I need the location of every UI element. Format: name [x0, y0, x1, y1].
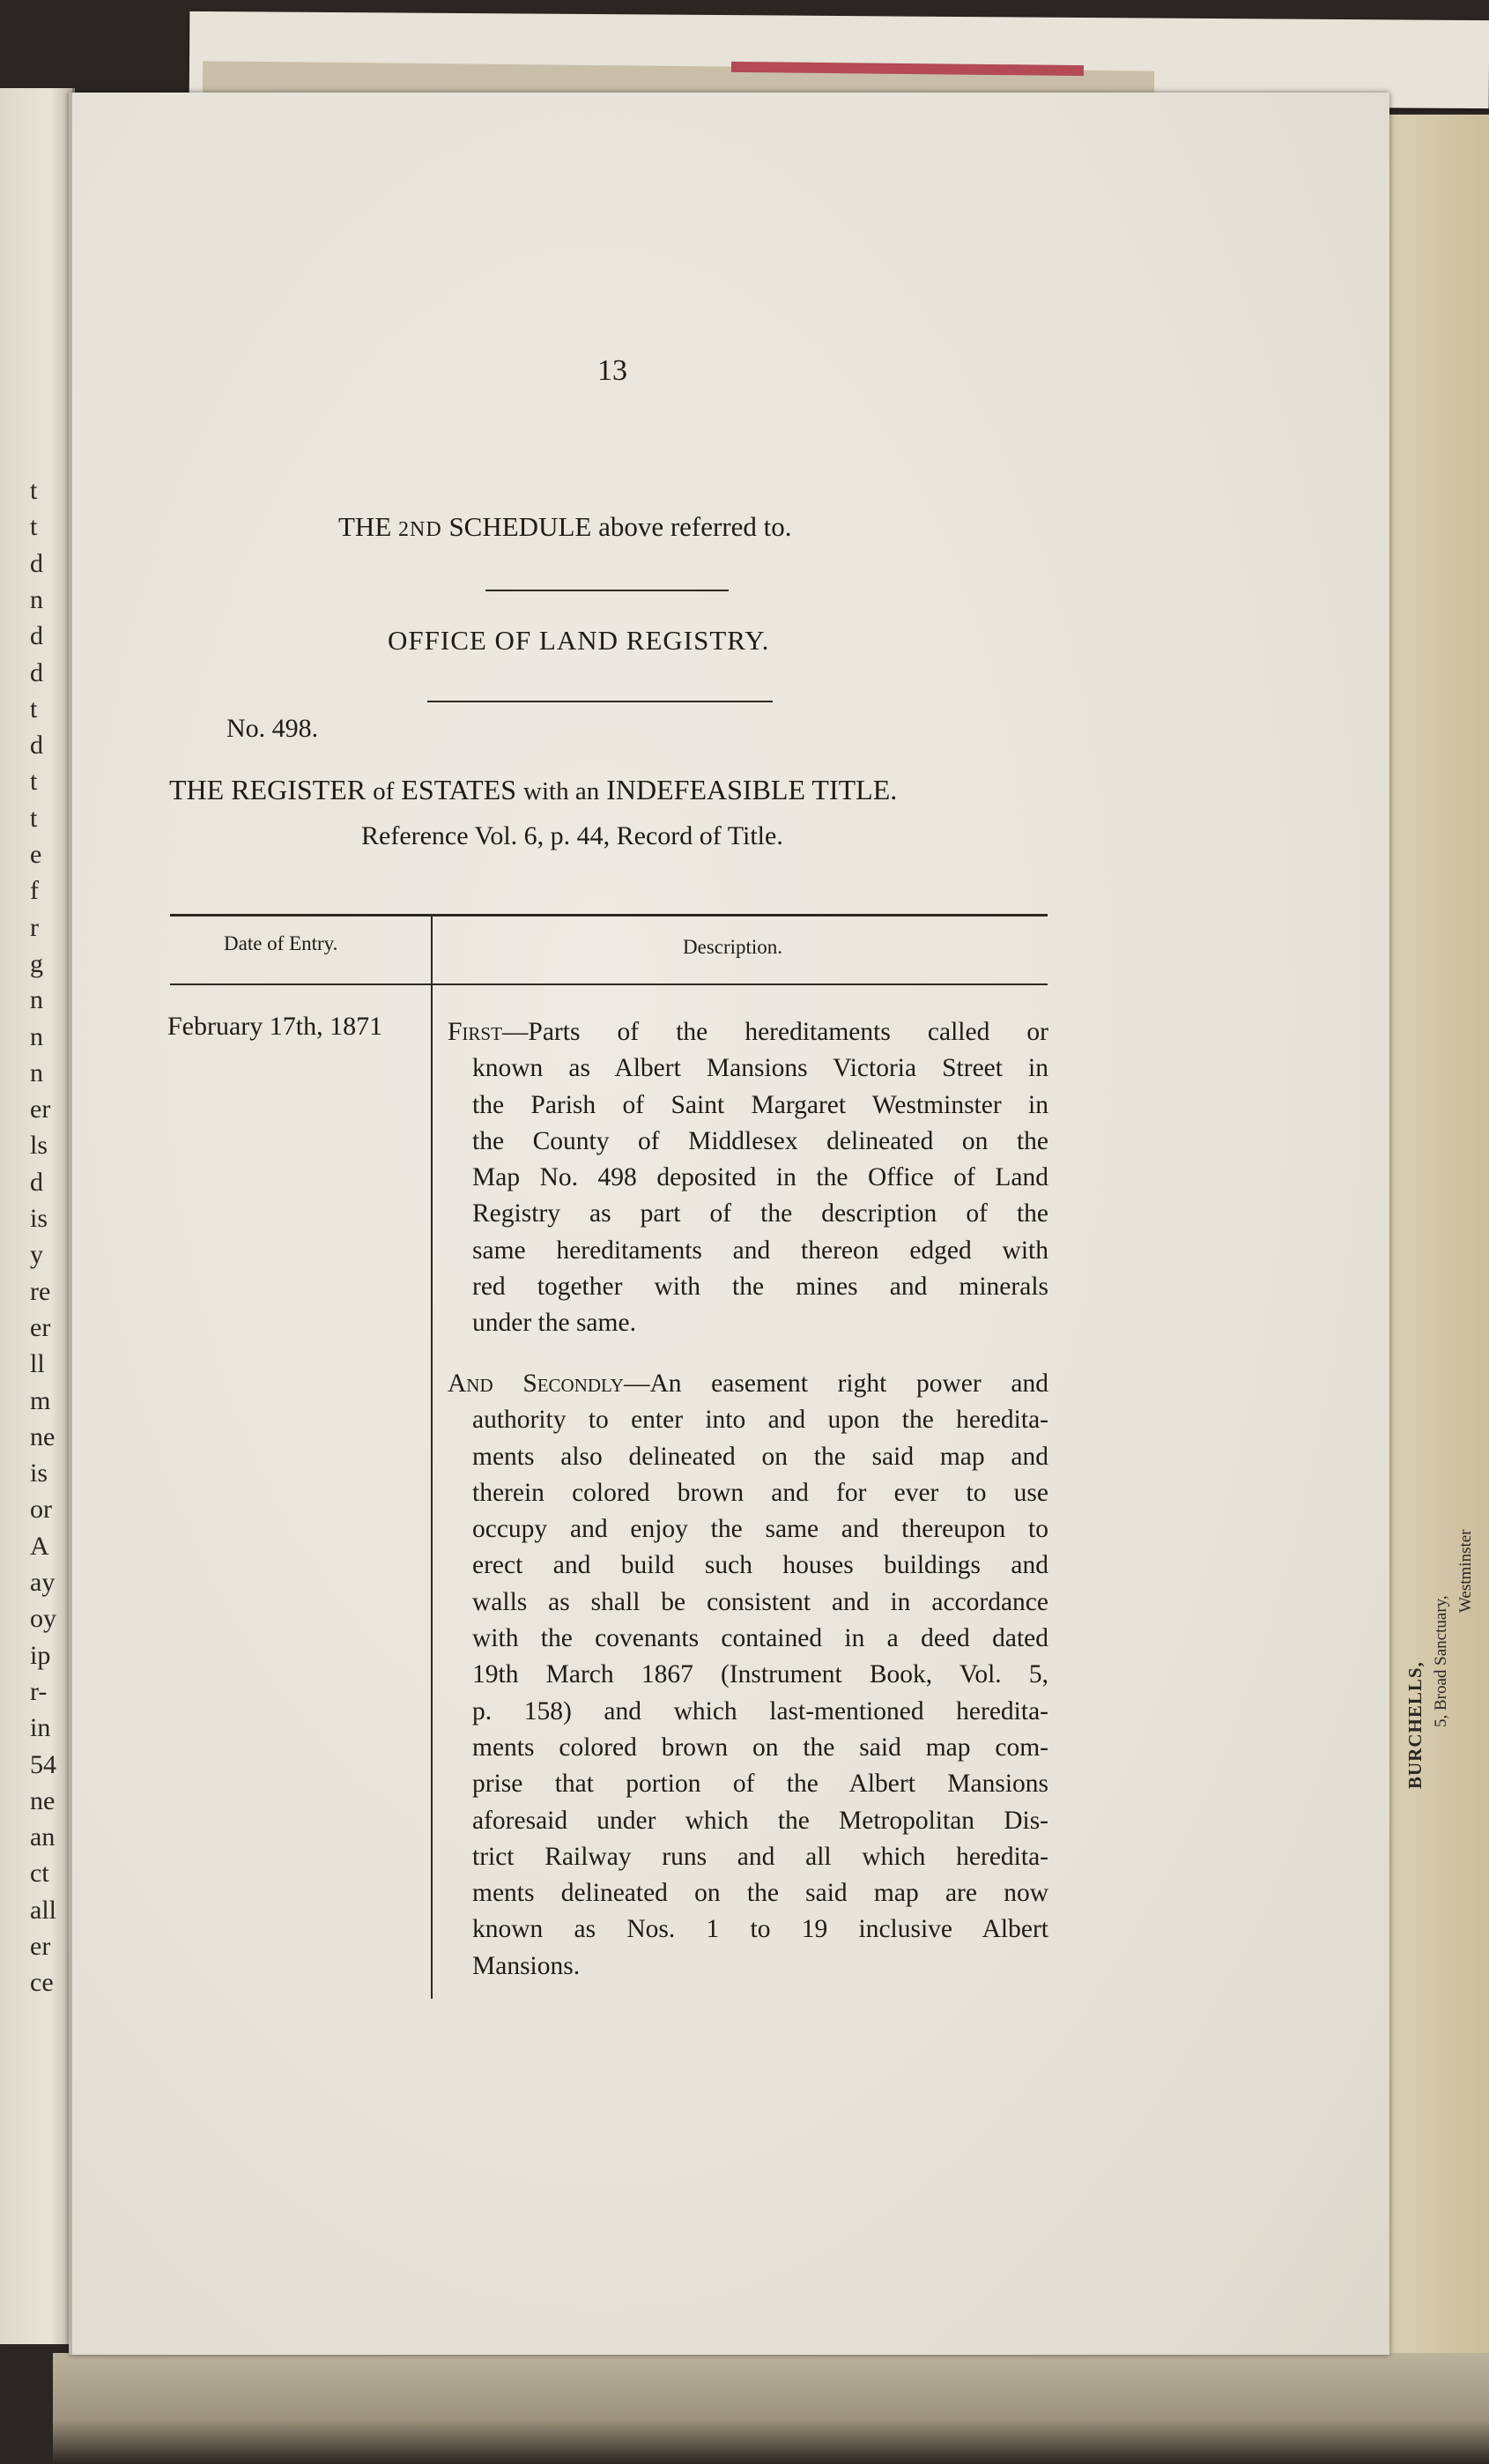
left-page-fragment: n	[30, 985, 43, 1015]
second-paragraph-line	[448, 1803, 1048, 1839]
schedule-ordinal: 2ND	[398, 518, 442, 541]
second-paragraph-line	[448, 1511, 1048, 1547]
left-page-fragment: is	[30, 1204, 48, 1233]
divider-short	[485, 590, 729, 591]
second-paragraph-line-text: aforesaid under which the Metropolitan Dis-	[472, 1806, 1048, 1835]
first-paragraph-line-text: red together with the mines and minerals	[472, 1273, 1048, 1302]
left-page-fragment: t	[30, 803, 38, 833]
left-page-fragment: r-	[30, 1676, 48, 1706]
register-title-part4: with an	[523, 777, 600, 805]
second-paragraph-line	[448, 1948, 1048, 1985]
left-page-fragment: er	[30, 1312, 51, 1342]
left-page-fragment: er	[30, 1095, 51, 1124]
first-paragraph-line-text: the County of Middlesex delineated on the	[472, 1126, 1048, 1155]
left-page-fragment: r	[30, 912, 39, 942]
left-page-fragment: 54	[30, 1749, 56, 1779]
second-paragraph-line-text: prise that portion of the Albert Mansions	[472, 1770, 1048, 1799]
second-paragraph-line	[448, 1621, 1048, 1657]
second-paragraph-lead-word: And Secondly	[448, 1369, 624, 1398]
description-second-paragraph	[448, 1366, 1048, 1985]
left-page-fragment: t	[30, 512, 38, 542]
left-page-fragment: in	[30, 1713, 51, 1743]
second-paragraph-line	[448, 1730, 1048, 1766]
first-paragraph-line-text: Registry as part of the description of the	[472, 1199, 1048, 1228]
left-page-fragment: d	[30, 657, 43, 687]
left-page-fragment: y	[30, 1240, 43, 1270]
second-paragraph-line-text: —An easement right power and	[623, 1369, 1048, 1398]
left-page-fragment: ct	[30, 1859, 49, 1889]
second-paragraph-line-text: p. 158) and which last-mentioned heredita-	[472, 1696, 1048, 1726]
first-paragraph-line	[448, 1269, 1048, 1305]
left-page-fragment: ne	[30, 1421, 56, 1451]
register-title-part2: of	[373, 777, 395, 805]
second-paragraph-line-text: known as Nos. 1 to 19 inclusive Albert	[472, 1915, 1048, 1944]
spine-city: Westminster	[1456, 1529, 1475, 1613]
second-paragraph-line-text: ments also delineated on the said map and	[472, 1442, 1048, 1471]
left-page-fragment: t	[30, 694, 38, 724]
schedule-prefix: THE	[338, 511, 392, 542]
spine-name: BURCHELLS,	[1404, 1661, 1426, 1789]
second-paragraph-line	[448, 1366, 1048, 1402]
second-paragraph-line-text: 19th March 1867 (Instrument Book, Vol. 5,	[472, 1660, 1048, 1689]
first-paragraph-line-text: same hereditaments and thereon edged with	[472, 1236, 1048, 1265]
left-page-fragment: n	[30, 1021, 43, 1051]
left-page-fragment: ay	[30, 1568, 56, 1597]
left-page-fragment: ll	[30, 1349, 45, 1379]
left-page-fragment: all	[30, 1895, 56, 1925]
spine-label	[1385, 1375, 1489, 1798]
first-paragraph-line-text: —Parts of the hereditaments called or	[501, 1018, 1048, 1046]
second-paragraph-line	[448, 1694, 1048, 1730]
first-paragraph-line-text: the Parish of Saint Margaret Westminster in	[472, 1090, 1048, 1119]
left-page-text-edge	[18, 476, 70, 2062]
second-paragraph-line-text: walls as shall be consistent and in accordance	[472, 1587, 1048, 1616]
reference-line: Reference Vol. 6, p. 44, Record of Title.	[361, 821, 783, 850]
first-paragraph-line-text: under the same.	[472, 1309, 636, 1338]
second-paragraph-line-text: with the covenants contained in a deed dated	[472, 1624, 1048, 1653]
schedule-main: SCHEDULE	[448, 511, 592, 542]
first-paragraph-line	[448, 1305, 1048, 1341]
first-paragraph-line	[448, 1050, 1048, 1087]
second-paragraph-line	[448, 1475, 1048, 1511]
left-page-fragment: n	[30, 584, 43, 614]
left-page-fragment: t	[30, 476, 38, 505]
left-page-fragment: er	[30, 1932, 51, 1961]
left-page-fragment: d	[30, 1167, 43, 1197]
second-paragraph-line-text: ments colored brown on the said map com-	[472, 1733, 1048, 1762]
second-paragraph-line-text: occupy and enjoy the same and thereupon to	[472, 1515, 1048, 1544]
second-paragraph-line	[448, 1839, 1048, 1875]
left-page-fragment: oy	[30, 1604, 56, 1634]
table-top-rule	[170, 914, 1048, 917]
left-page-fragment: g	[30, 948, 43, 978]
second-paragraph-line	[448, 1547, 1048, 1584]
table-column-rule	[431, 917, 433, 1999]
left-page-fragment: ne	[30, 1785, 56, 1815]
left-page-fragment: an	[30, 1822, 56, 1852]
register-title-part1: THE REGISTER	[169, 774, 367, 805]
second-paragraph-line	[448, 1402, 1048, 1438]
office-title: OFFICE OF LAND REGISTRY.	[388, 625, 770, 656]
table-header-rule	[170, 983, 1048, 985]
spine-address: 5, Broad Sanctuary,	[1432, 1595, 1450, 1727]
left-page-fragment: d	[30, 731, 43, 761]
second-paragraph-line-text: therein colored brown and for ever to use	[472, 1478, 1048, 1507]
first-paragraph-line	[448, 1160, 1048, 1196]
first-paragraph-line	[448, 1124, 1048, 1160]
page-number: 13	[597, 354, 627, 387]
register-title-part5: INDEFEASIBLE TITLE.	[606, 774, 898, 805]
first-paragraph-line	[448, 1233, 1048, 1269]
register-title	[169, 774, 897, 806]
second-paragraph-line-text: ments delineated on the said map are now	[472, 1879, 1048, 1908]
second-paragraph-line-text: Mansions.	[472, 1951, 581, 1980]
first-paragraph-line	[448, 1196, 1048, 1232]
bottom-edge	[53, 2353, 1489, 2464]
register-title-part3: ESTATES	[401, 774, 517, 805]
first-paragraph-lead-word: First	[448, 1018, 502, 1046]
second-paragraph-line-text: trict Railway runs and all which heredita-	[472, 1842, 1048, 1871]
left-page-fragment: d	[30, 621, 43, 651]
left-page-fragment: m	[30, 1385, 51, 1415]
second-paragraph-line	[448, 1911, 1048, 1948]
schedule-title	[338, 511, 792, 543]
first-paragraph-line-text: Map No. 498 deposited in the Office of Land	[472, 1163, 1048, 1192]
second-paragraph-line	[448, 1439, 1048, 1475]
second-paragraph-line-text: erect and build such houses buildings and	[472, 1551, 1048, 1580]
second-paragraph-line	[448, 1766, 1048, 1802]
first-paragraph-line	[448, 1014, 1048, 1050]
left-page-fragment: ce	[30, 1968, 54, 1998]
left-page-fragment: re	[30, 1276, 51, 1306]
left-page-fragment: is	[30, 1458, 48, 1488]
column-header-description: Description.	[683, 936, 783, 958]
date-of-entry: February 17th, 1871	[167, 1012, 383, 1041]
left-page-fragment: t	[30, 767, 38, 797]
column-header-date: Date of Entry.	[224, 932, 338, 954]
schedule-suffix: above referred to.	[598, 511, 792, 542]
second-paragraph-line-text: authority to enter into and upon the heredita-	[472, 1406, 1048, 1435]
first-paragraph-line-text: known as Albert Mansions Victoria Street in	[472, 1054, 1048, 1083]
left-page-fragment: d	[30, 548, 43, 578]
left-page-fragment: f	[30, 876, 39, 906]
second-paragraph-line	[448, 1875, 1048, 1911]
left-page-fragment: ip	[30, 1640, 51, 1670]
left-page-fragment: ls	[30, 1131, 48, 1161]
left-page-fragment: or	[30, 1495, 52, 1525]
register-number: No. 498.	[226, 714, 319, 743]
left-page-fragment: e	[30, 840, 42, 869]
first-paragraph-line	[448, 1087, 1048, 1124]
left-page-fragment: A	[30, 1531, 49, 1561]
description-first-paragraph	[448, 1014, 1048, 1342]
divider-medium	[427, 701, 773, 702]
left-page-fragment: n	[30, 1058, 43, 1087]
second-paragraph-line	[448, 1657, 1048, 1693]
second-paragraph-line	[448, 1585, 1048, 1621]
